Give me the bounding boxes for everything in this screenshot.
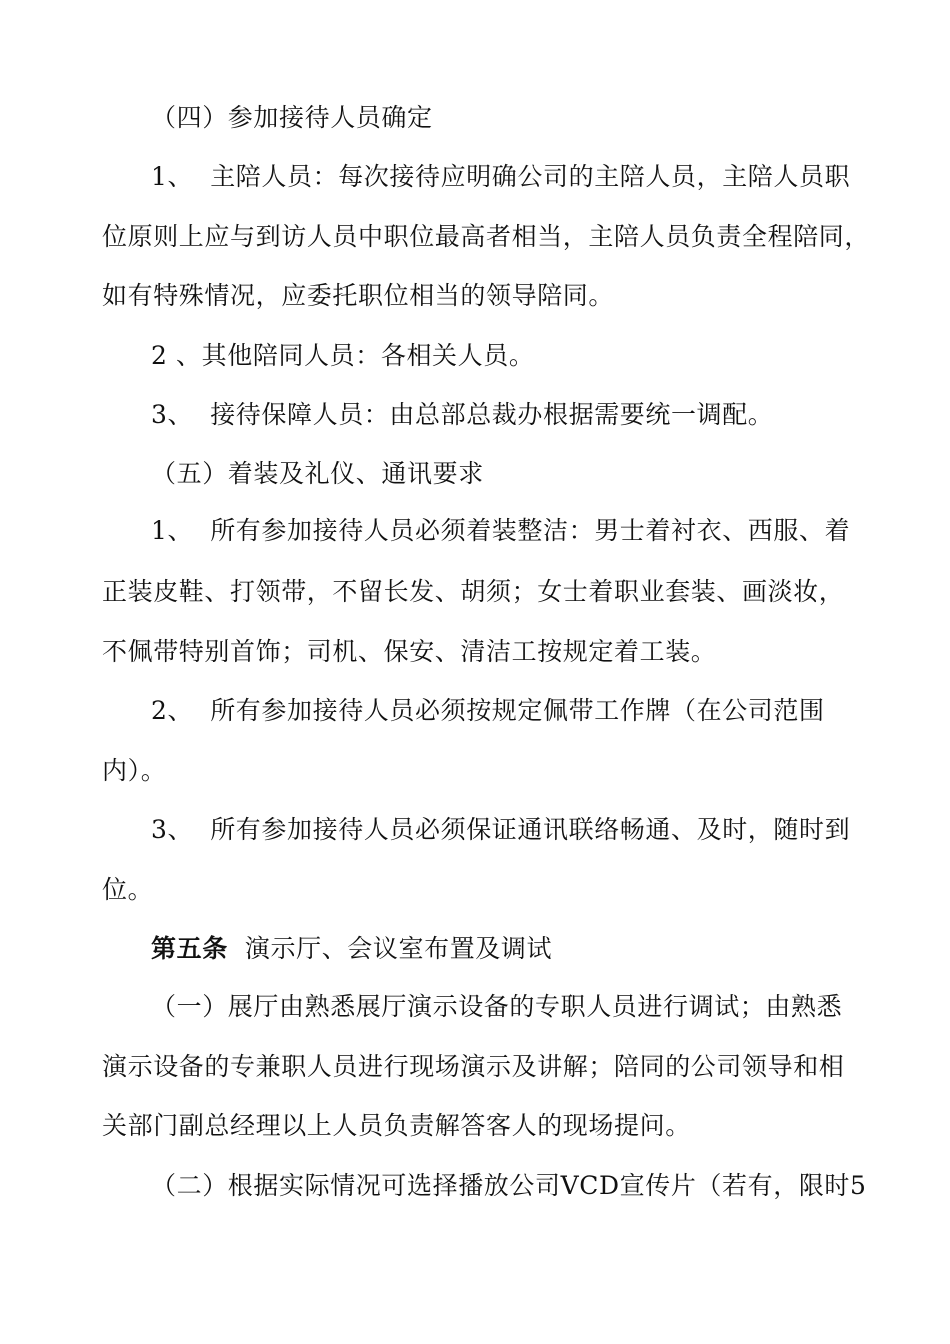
paragraph-line: 演示设备的专兼职人员进行现场演示及讲解；陪同的公司领导和相 [102, 1052, 845, 1081]
paragraph-line: 如有特殊情况，应委托职位相当的领导陪同。 [102, 281, 615, 310]
paragraph-line: 不佩带特别首饰；司机、保安、清洁工按规定着工装。 [102, 637, 717, 666]
section-heading-four: （四）参加接待人员确定 [151, 103, 433, 132]
paragraph-line: 3、 接待保障人员：由总部总裁办根据需要统一调配。 [151, 400, 774, 429]
paragraph-line: （一）展厅由熟悉展厅演示设备的专职人员进行调试；由熟悉 [151, 992, 843, 1021]
paragraph-line: 位。 [102, 875, 154, 904]
paragraph-line: 1、 所有参加接待人员必须着装整洁：男士着衬衣、西服、着 [151, 516, 851, 545]
paragraph-line: 关部门副总经理以上人员负责解答客人的现场提问。 [102, 1111, 691, 1140]
paragraph-line: 3、 所有参加接待人员必须保证通讯联络畅通、及时，随时到 [151, 815, 851, 844]
article-heading [151, 932, 950, 966]
section-heading-five: （五）着装及礼仪、通讯要求 [151, 459, 484, 488]
paragraph-line: （二）根据实际情况可选择播放公司VCD宣传片（若有，限时5 [151, 1171, 867, 1200]
paragraph-line: 内）。 [102, 756, 167, 785]
article-title: 演示厅、会议室布置及调试 [244, 934, 553, 963]
paragraph-line: 2、 所有参加接待人员必须按规定佩带工作牌（在公司范围 [151, 696, 825, 725]
paragraph-line: 1、 主陪人员：每次接待应明确公司的主陪人员，主陪人员职 [151, 162, 851, 191]
article-label: 第五条 [151, 934, 228, 963]
paragraph-line: 2 、其他陪同人员：各相关人员。 [151, 341, 535, 370]
paragraph-line: 正装皮鞋、打领带，不留长发、胡须；女士着职业套装、画淡妆， [102, 577, 845, 606]
paragraph-line: 位原则上应与到访人员中职位最高者相当，主陪人员负责全程陪同， [102, 222, 871, 251]
